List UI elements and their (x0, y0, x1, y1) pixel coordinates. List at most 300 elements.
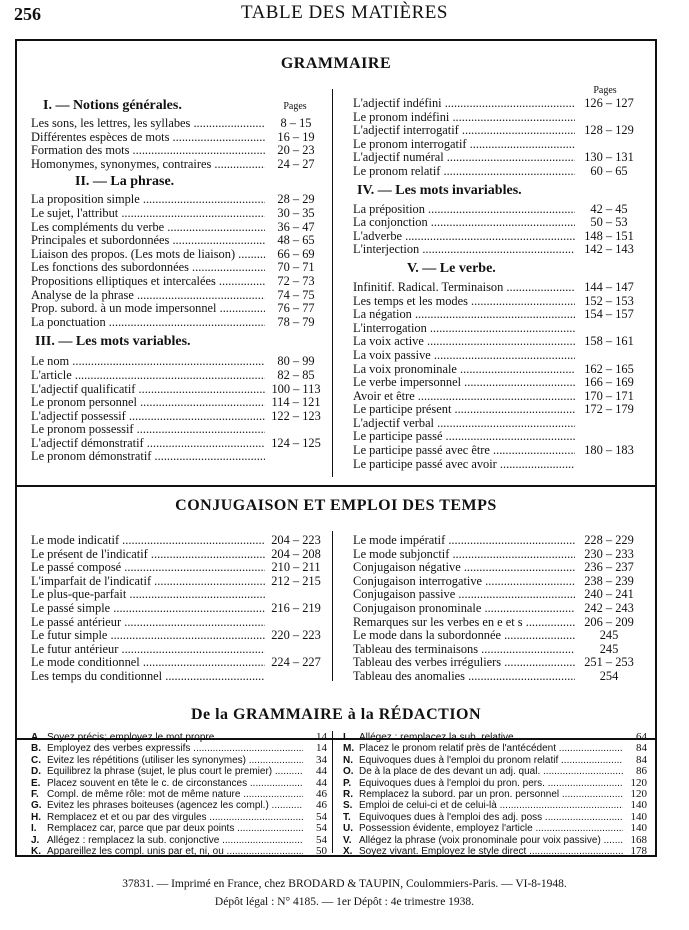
entry-pages: 230 – 233 (584, 546, 634, 561)
entry-pages: 82 – 85 (277, 367, 315, 382)
entry-pages: 14 (316, 742, 327, 755)
page-number: 256 (14, 4, 41, 24)
entry-label: Les temps du conditionnel ..... (31, 670, 265, 684)
entry-label: Le futur antérieur ..... (31, 643, 265, 657)
toc-entry (31, 158, 327, 172)
entry-label: Propositions elliptiques et intercalées ..... (31, 275, 265, 289)
toc-entry (31, 656, 327, 670)
entry-pages: 168 (630, 833, 647, 846)
redaction-right-column (343, 732, 647, 857)
entry-label: Homonymes, synonymes, contraires ..... (31, 158, 265, 172)
section-divider (17, 485, 655, 487)
entry-letter: R. (343, 788, 353, 800)
entry-pages: 172 – 179 (584, 402, 634, 417)
entry-label: L'adjectif verbal ..... (353, 417, 575, 431)
entry-label: De à la place de des devant un adj. qual. ..... (359, 766, 623, 777)
page-header-title: TABLE DES MATIÈRES (241, 2, 448, 23)
entry-label: Équivoques dues à l'emploi du pronom relatif ..... (359, 755, 623, 766)
toc-entry (31, 561, 327, 575)
entry-letter: V. (343, 834, 352, 846)
entry-pages: 120 (630, 787, 647, 800)
legal-deposit: Dépôt légal : N° 4185. — 1er Dépôt : 4e trimestre 1938. (214, 896, 475, 908)
section-heading: IV. — Les mots invariables. (357, 182, 522, 198)
entry-label: La voix active ..... (353, 335, 575, 349)
toc-entry (31, 207, 327, 221)
entry-pages: 216 – 219 (271, 600, 321, 615)
toc-entry (353, 363, 643, 377)
toc-entry (353, 349, 643, 363)
entry-pages: 166 – 169 (584, 375, 634, 390)
toc-entry (353, 295, 643, 309)
entry-label: Remarques sur les verbes en e et s ..... (353, 616, 575, 630)
entry-pages: 204 – 223 (271, 533, 321, 547)
toc-entry (353, 308, 643, 322)
redaction-entry (343, 812, 647, 823)
redaction-entry (31, 835, 327, 846)
entry-label: Liaison des propos. (Les mots de liaison) ..... (31, 248, 265, 262)
entry-label: L'adjectif qualificatif ..... (31, 383, 265, 397)
entry-label: Prop. subord. à un mode impersonnel ..... (31, 302, 265, 316)
toc-entry (353, 124, 643, 138)
toc-entry (31, 248, 327, 262)
redaction-entry (343, 743, 647, 754)
entry-label: L'interjection ..... (353, 243, 575, 257)
entry-pages: 204 – 208 (271, 546, 321, 561)
entry-label: Le pronom personnel ..... (31, 396, 265, 410)
toc-entry (353, 390, 643, 404)
entry-label: Le participe passé avec avoir ..... (353, 458, 575, 472)
entry-pages: 48 – 65 (277, 233, 315, 248)
redaction-entry (343, 789, 647, 800)
toc-entry (353, 376, 643, 390)
toc-entry (31, 548, 327, 562)
entry-label: L'article ..... (31, 369, 265, 383)
entry-label: Le participe passé avec être ..... (353, 444, 575, 458)
contents-frame (15, 39, 657, 857)
entry-pages: 158 – 161 (584, 334, 634, 349)
column-divider (332, 731, 333, 853)
entry-label: Le mode dans la subordonnée ..... (353, 629, 575, 643)
entry-label: Équilibrez la phrase (sujet, le plus court le premier) ..... (47, 766, 303, 777)
entry-letter: E. (31, 777, 41, 789)
entry-label: Équivoques dues à l'emploi des adj. poss ..... (359, 812, 623, 823)
toc-entry (353, 230, 643, 244)
entry-letter: K. (31, 845, 41, 857)
entry-pages: 170 – 171 (584, 388, 634, 403)
entry-label: Infinitif. Radical. Terminaison ..... (353, 281, 575, 295)
entry-pages: 245 (599, 641, 619, 656)
entry-pages: 130 – 131 (584, 150, 634, 165)
toc-entry (353, 97, 643, 111)
entry-label: Allégez : remplacez la sub. relative ..... (359, 732, 623, 743)
entry-pages: 70 – 71 (277, 260, 315, 275)
section-heading: I. — Notions générales. (43, 98, 182, 113)
entry-label: Les temps et les modes ..... (353, 295, 575, 309)
entry-label: Le participe présent ..... (353, 403, 575, 417)
toc-entry (31, 383, 327, 397)
toc-entry (31, 643, 327, 657)
redaction-entry (31, 823, 327, 834)
entry-label: Le passé composé ..... (31, 561, 265, 575)
entry-pages: 228 – 229 (584, 533, 634, 547)
redaction-entry (343, 778, 647, 789)
entry-label: Les compléments du verbe ..... (31, 221, 265, 235)
entry-letter: G. (31, 800, 42, 812)
entry-label: Le futur simple ..... (31, 629, 265, 643)
entry-pages: 30 – 35 (277, 205, 315, 220)
pages-column-header: Pages (593, 85, 617, 96)
entry-label: Le mode subjonctif ..... (353, 548, 575, 562)
conjugaison-title: CONJUGAISON ET EMPLOI DES TEMPS (175, 497, 497, 514)
toc-entry (353, 602, 643, 616)
entry-letter: P. (343, 777, 352, 789)
entry-letter: N. (343, 754, 353, 766)
toc-entry (353, 243, 643, 257)
entry-letter: C. (31, 754, 41, 766)
entry-pages: 72 – 73 (277, 273, 315, 288)
toc-entry (353, 561, 643, 575)
entry-pages: 122 – 123 (271, 408, 321, 423)
redaction-entry (343, 732, 647, 743)
entry-label: Remplacez la subord. par un pron. personnel ..... (359, 789, 623, 800)
entry-pages: 245 (599, 628, 619, 643)
redaction-entry (31, 766, 327, 777)
toc-entry (31, 261, 327, 275)
entry-label: Le pronom relatif ..... (353, 165, 575, 179)
entry-pages: 220 – 223 (271, 628, 321, 643)
entry-pages: 20 – 23 (277, 143, 315, 158)
entry-label: L'adjectif possessif ..... (31, 410, 265, 424)
column-divider (332, 89, 333, 477)
entry-pages: 242 – 243 (584, 600, 634, 615)
entry-pages: 236 – 237 (584, 560, 634, 575)
entry-pages: 142 – 143 (584, 242, 634, 257)
grammaire-right-column (353, 85, 643, 471)
toc-entry (31, 670, 327, 684)
toc-entry (353, 281, 643, 295)
toc-entry (31, 575, 327, 589)
entry-pages: 44 (316, 776, 327, 789)
entry-label: Évitez les répétitions (utiliser les synonymes) ..... (47, 755, 303, 766)
entry-label: Le passé antérieur ..... (31, 616, 265, 630)
toc-entry (31, 423, 327, 437)
toc-entry (31, 450, 327, 464)
pages-column-header: Pages (283, 101, 307, 112)
entry-label: Différentes espèces de mots ..... (31, 131, 265, 145)
entry-label: Remplacez car, parce que par deux points ..... (47, 823, 303, 834)
entry-label: Conjugaison négative ..... (353, 561, 575, 575)
toc-entry (31, 355, 327, 369)
entry-label: Compl. de même rôle: mot de même nature ..... (47, 789, 303, 800)
toc-entry (353, 588, 643, 602)
entry-pages: 254 (599, 668, 619, 683)
entry-letter: A. (31, 732, 41, 743)
entry-label: Le mode impératif ..... (353, 534, 575, 548)
printer-imprint: 37831. — Imprimé en France, chez BRODARD & TAUPIN, Coulommiers-Paris. — VI-8-1948. (122, 878, 567, 890)
entry-letter: I. (31, 823, 37, 835)
entry-pages: 100 – 113 (271, 381, 321, 396)
entry-pages: 240 – 241 (584, 587, 634, 602)
toc-entry (31, 117, 327, 131)
entry-pages: 8 – 15 (280, 116, 312, 130)
entry-letter: S. (343, 800, 353, 812)
entry-pages: 60 – 65 (590, 163, 628, 178)
entry-label: L'adjectif interrogatif ..... (353, 124, 575, 138)
entry-label: L'adjectif démonstratif ..... (31, 437, 265, 451)
entry-label: La ponctuation ..... (31, 316, 265, 330)
entry-label: L'imparfait de l'indicatif ..... (31, 575, 265, 589)
entry-pages: 238 – 239 (584, 573, 634, 588)
entry-pages: 178 (630, 844, 647, 857)
toc-entry (31, 289, 327, 303)
entry-pages: 76 – 77 (277, 301, 315, 316)
toc-entry (31, 144, 327, 158)
entry-pages: 80 – 99 (277, 354, 315, 369)
entry-pages: 54 (316, 810, 327, 823)
entry-label: Conjugaison passive ..... (353, 588, 575, 602)
toc-entry (31, 616, 327, 630)
entry-label: Le mode conditionnel ..... (31, 656, 265, 670)
entry-label: L'adverbe ..... (353, 230, 575, 244)
entry-pages: 46 (316, 799, 327, 812)
entry-pages: 120 (630, 776, 647, 789)
toc-entry (353, 216, 643, 230)
toc-entry (353, 534, 643, 548)
entry-pages: 210 – 211 (271, 560, 321, 575)
entry-label: Conjugaison pronominale ..... (353, 602, 575, 616)
entry-label: Tableau des terminaisons ..... (353, 643, 575, 657)
entry-letter: U. (343, 823, 353, 835)
toc-entry (31, 234, 327, 248)
redaction-entry (343, 846, 647, 857)
entry-pages: 84 (636, 753, 647, 766)
entry-label: Le mode indicatif ..... (31, 534, 265, 548)
entry-label: La proposition simple ..... (31, 193, 265, 207)
entry-pages: 124 – 125 (271, 435, 321, 450)
entry-pages: 144 – 147 (584, 279, 634, 294)
entry-pages: 180 – 183 (584, 443, 634, 458)
entry-pages: 34 (316, 753, 327, 766)
entry-label: Les sons, les lettres, les syllabes ..... (31, 117, 265, 131)
toc-entry (31, 410, 327, 424)
entry-label: Les fonctions des subordonnées ..... (31, 261, 265, 275)
toc-entry (353, 548, 643, 562)
toc-entry (31, 534, 327, 548)
toc-entry (353, 203, 643, 217)
entry-letter: F. (31, 788, 39, 800)
entry-pages: 54 (316, 822, 327, 835)
toc-entry (353, 335, 643, 349)
section-heading: II. — La phrase. (75, 174, 175, 190)
toc-entry (353, 444, 643, 458)
entry-pages: 28 – 29 (277, 192, 315, 207)
entry-label: L'interrogation ..... (353, 322, 575, 336)
redaction-entry (31, 800, 327, 811)
entry-pages: 44 (316, 765, 327, 778)
grammaire-left-column (31, 93, 327, 464)
toc-entry (31, 369, 327, 383)
toc-entry (353, 458, 643, 472)
toc-entry (353, 643, 643, 657)
column-divider (332, 531, 333, 681)
toc-entry (31, 193, 327, 207)
entry-pages: 224 – 227 (271, 655, 321, 670)
toc-entry (31, 131, 327, 145)
redaction-left-column (31, 732, 327, 857)
entry-pages: 212 – 215 (271, 573, 321, 588)
toc-entry (31, 316, 327, 330)
redaction-title: De la GRAMMAIRE à la RÉDACTION (190, 706, 482, 723)
toc-entry (353, 151, 643, 165)
entry-label: Le verbe impersonnel ..... (353, 376, 575, 390)
grammaire-title: GRAMMAIRE (280, 55, 392, 72)
entry-pages: 78 – 79 (277, 314, 315, 329)
redaction-entry (31, 846, 327, 857)
entry-label: Avoir et être ..... (353, 390, 575, 404)
entry-pages: 162 – 165 (584, 361, 634, 376)
entry-label: La négation ..... (353, 308, 575, 322)
entry-label: Le pronom démonstratif ..... (31, 450, 265, 464)
entry-label: Allégez la phrase (voix pronominale pour voix passive) ..... (359, 835, 623, 846)
entry-label: Le plus-que-parfait ..... (31, 588, 265, 602)
entry-label: Le pronom possessif ..... (31, 423, 265, 437)
toc-entry (31, 396, 327, 410)
toc-entry (353, 629, 643, 643)
redaction-entry (31, 732, 327, 743)
redaction-entry (343, 766, 647, 777)
entry-pages: 86 (636, 765, 647, 778)
entry-label: Formation des mots ..... (31, 144, 265, 158)
entry-label: Évitez les phrases boiteuses (agencez les compl.) ..... (47, 800, 303, 811)
toc-entry (353, 165, 643, 179)
entry-pages: 36 – 47 (277, 219, 315, 234)
conjugaison-left-column (31, 534, 327, 684)
toc-entry (353, 430, 643, 444)
entry-label: Remplacez et et ou par des virgules ..... (47, 812, 303, 823)
entry-label: Le sujet, l'attribut ..... (31, 207, 265, 221)
redaction-entry (31, 755, 327, 766)
entry-pages: 154 – 157 (584, 307, 634, 322)
redaction-entry (31, 743, 327, 754)
entry-letter: L. (343, 732, 352, 743)
redaction-entry (31, 789, 327, 800)
entry-letter: B. (31, 743, 41, 755)
entry-label: Conjugaison interrogative ..... (353, 575, 575, 589)
entry-label: La voix passive ..... (353, 349, 575, 363)
entry-pages: 16 – 19 (277, 129, 315, 144)
redaction-entry (31, 778, 327, 789)
entry-pages: 148 – 151 (584, 228, 634, 243)
entry-label: La voix pronominale ..... (353, 363, 575, 377)
entry-label: Placez le pronom relatif près de l'antécédent ..... (359, 743, 623, 754)
entry-pages: 140 (630, 810, 647, 823)
entry-label: Possession évidente, employez l'article ..... (359, 823, 623, 834)
entry-label: Tableau des verbes irréguliers ..... (353, 656, 575, 670)
entry-pages: 24 – 27 (277, 156, 315, 171)
entry-pages: 50 – 53 (590, 215, 628, 230)
toc-entry (353, 138, 643, 152)
entry-label: Soyez précis; employez le mot propre ..... (47, 732, 303, 743)
entry-label: Soyez vivant. Employez le style direct ..... (359, 846, 623, 857)
entry-label: La préposition ..... (353, 203, 575, 217)
entry-pages: 206 – 209 (584, 614, 634, 629)
entry-pages: 84 (636, 742, 647, 755)
entry-label: Appareillez les compl. unis par et, ni, ou ..... (47, 846, 303, 857)
entry-pages: 14 (316, 731, 327, 743)
section-heading: V. — Le verbe. (407, 260, 496, 276)
toc-entry (353, 575, 643, 589)
entry-label: Emploi de celui-ci et de celui-là ..... (359, 800, 623, 811)
entry-pages: 46 (316, 787, 327, 800)
entry-label: Le nom ..... (31, 355, 265, 369)
redaction-entry (343, 835, 647, 846)
entry-letter: X. (343, 845, 353, 857)
toc-entry (31, 275, 327, 289)
entry-pages: 140 (630, 799, 647, 812)
toc-entry (31, 437, 327, 451)
toc-entry (353, 616, 643, 630)
entry-letter: T. (343, 811, 351, 823)
entry-letter: O. (343, 766, 354, 778)
toc-entry (31, 302, 327, 316)
toc-entry (31, 602, 327, 616)
entry-label: Le présent de l'indicatif ..... (31, 548, 265, 562)
entry-label: L'adjectif numéral ..... (353, 151, 575, 165)
redaction-entry (343, 755, 647, 766)
entry-pages: 126 – 127 (584, 96, 634, 110)
toc-entry (31, 629, 327, 643)
entry-label: Le pronom interrogatif ..... (353, 138, 575, 152)
entry-label: Le passé simple ..... (31, 602, 265, 616)
entry-pages: 152 – 153 (584, 293, 634, 308)
entry-letter: H. (31, 811, 41, 823)
entry-pages: 64 (636, 731, 647, 743)
entry-label: Allégez : remplacez la sub. conjonctive ..... (47, 835, 303, 846)
entry-label: Le participe passé ..... (353, 430, 575, 444)
toc-entry (31, 221, 327, 235)
toc-entry (353, 403, 643, 417)
entry-label: Équivoques dues à l'emploi du pron. pers. ..... (359, 778, 623, 789)
entry-letter: J. (31, 834, 40, 846)
toc-entry (353, 322, 643, 336)
entry-letter: D. (31, 766, 41, 778)
toc-entry (353, 111, 643, 125)
entry-label: Placez souvent en tête le c. de circonstances ..... (47, 778, 303, 789)
toc-entry (353, 417, 643, 431)
entry-pages: 74 – 75 (277, 287, 315, 302)
entry-label: Employez des verbes expressifs ..... (47, 743, 303, 754)
entry-pages: 50 (316, 844, 327, 857)
toc-entry (31, 588, 327, 602)
entry-letter: M. (343, 743, 355, 755)
entry-label: La conjonction ..... (353, 216, 575, 230)
toc-entry (353, 656, 643, 670)
entry-pages: 128 – 129 (584, 123, 634, 138)
entry-label: Principales et subordonnées ..... (31, 234, 265, 248)
entry-pages: 54 (316, 833, 327, 846)
entry-pages: 66 – 69 (277, 246, 315, 261)
entry-label: Analyse de la phrase ..... (31, 289, 265, 303)
entry-label: L'adjectif indéfini ..... (353, 97, 575, 111)
entry-pages: 114 – 121 (271, 395, 321, 410)
entry-pages: 42 – 45 (590, 201, 628, 216)
toc-entry (353, 670, 643, 684)
redaction-entry (343, 823, 647, 834)
entry-pages: 251 – 253 (584, 655, 634, 670)
redaction-entry (343, 800, 647, 811)
section-heading: III. — Les mots variables. (35, 334, 191, 350)
entry-pages: 140 (630, 822, 647, 835)
